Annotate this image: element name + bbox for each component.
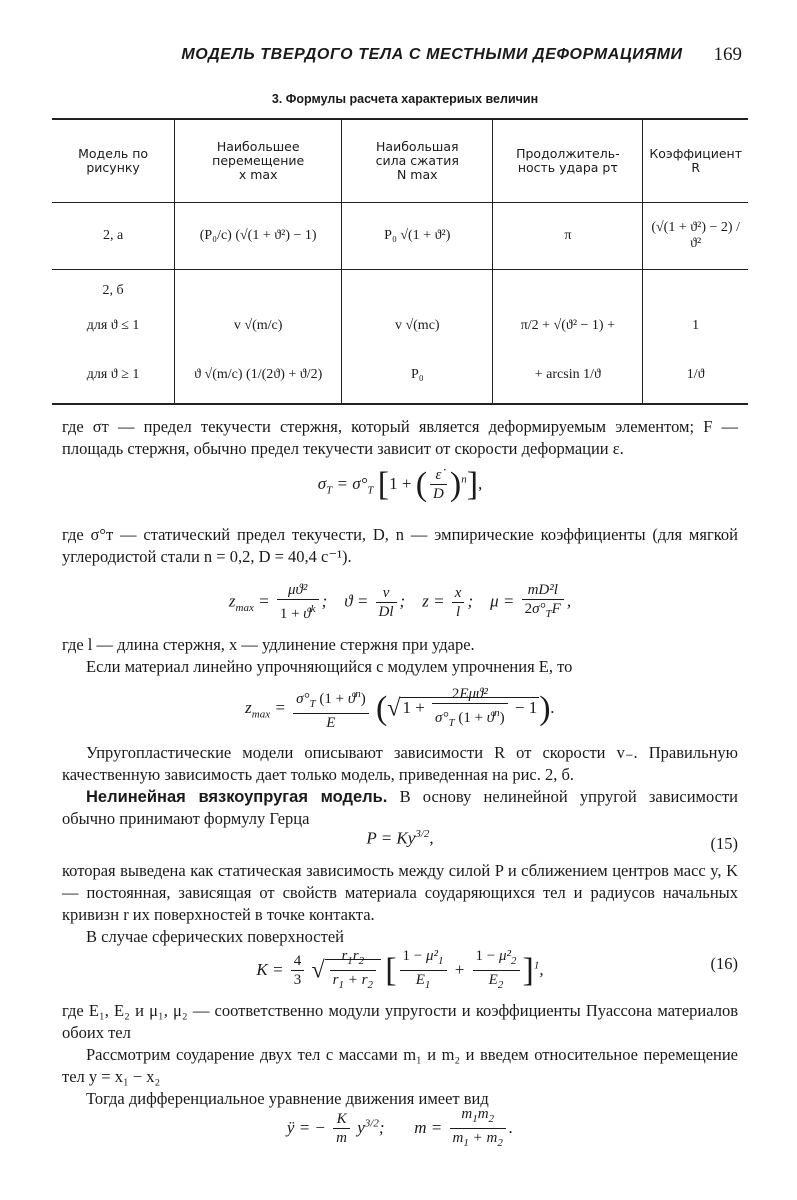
- cell-nmax: v √(mc): [342, 305, 493, 347]
- equation-number-15: (15): [710, 834, 738, 853]
- column-header-model: Модель по рисунку: [52, 119, 175, 203]
- paragraph-viscoelastic: Упругопластические модели описывают зависимости R от скорости v₋. Правильную качественную зависимость дает только модель, приведенная на рис. 2, б. Нелинейная вязкоупругая модель. В основу нелинейной упругой зависимости обычно принимают формулу Герца: [62, 743, 738, 828]
- table-caption: 3. Формулы расчета характериых величин: [271, 92, 539, 106]
- column-header-duration: Продолжитель- ность удара pτ: [493, 119, 643, 203]
- cell-nmax: P₀: [342, 347, 493, 404]
- section-heading: Нелинейная вязкоупругая модель.: [86, 788, 388, 806]
- cell-duration: + arcsin 1/ϑ: [493, 347, 643, 404]
- formula-table: [52, 118, 748, 405]
- cell-coefficient: 1/ϑ: [643, 347, 748, 404]
- formula-spherical-k: K = $\frac{4}{3}$ √ $\frac{r_1r_2}{r_1 + r_2}$ [ $\frac{1 - \mu^2_1}{E_1}$ + $\frac{1 - \mu^2_2}{E_2}$ ]$^1$, (16): [256, 948, 738, 991]
- cell-xmax: v √(m/c): [175, 305, 342, 347]
- paragraph-hertz-derivation: которая выведена как статическая зависимость между силой P и сближением центров масс y, K — постоянная, зависящая от свойств материала соударяющихся тел и радиусов начальных кривизн r их поверхностей в точке контакта. В случае сферических поверхностей: [62, 861, 738, 946]
- cell-model: 2, а: [52, 203, 175, 270]
- column-header-xmax: Наибольшее перемещение x max: [175, 119, 342, 203]
- cell-duration: π/2 + √(ϑ² − 1) +: [493, 305, 643, 347]
- cell-coefficient: [643, 270, 748, 306]
- cell-nmax: P₀ √(1 + ϑ²): [342, 203, 493, 270]
- formula-hertz: $P = Ky^{3/2}$, (15): [366, 828, 738, 853]
- cell-duration: π: [493, 203, 643, 270]
- table-row: [52, 203, 748, 270]
- paragraph-elastic-moduli: где E₁, E₂ и μ₁, μ₂ — соответственно модули упругости и коэффициенты Пуассона материалов обоих тел Рассмотрим соударение двух тел с массами m₁ и m₂ и введем относительное перемещение тел y = x₁ − x₂ Тогда дифференциальное уравнение движения имеет вид: [62, 1001, 738, 1108]
- cell-nmax: [342, 270, 493, 306]
- paragraph-yield-stress: где σт — предел текучести стержня, который является деформируемым элементом; F — площадь стержня, обычно предел текучести зависит от скорости деформации ε.: [62, 417, 738, 458]
- paragraph-rod-length: где l — длина стержня, x — удлинение стержня при ударе. Если материал линейно упрочняющийся с модулем упрочнения E, то: [62, 635, 573, 676]
- table-row: [52, 347, 748, 404]
- cell-model: 2, б: [102, 283, 124, 298]
- page-number: 169: [713, 44, 742, 65]
- cell-coefficient: (√(1 + ϑ²) − 2) / ϑ²: [643, 203, 748, 270]
- column-header-coefficient: Коэффициент R: [643, 119, 748, 203]
- cell-duration: [493, 270, 643, 306]
- table-header-row: [52, 119, 748, 203]
- equation-number-16: (16): [710, 954, 738, 973]
- cell-xmax: (P₀/c) (√(1 + ϑ²) − 1): [175, 203, 342, 270]
- table-row: [52, 305, 748, 347]
- formula-dynamic-yield: $\sigma_T = \sigma^\circ_T$ [1 + ( $\frac{\varepsiloṅ}{D}$ )$^n$],: [317, 466, 483, 503]
- formula-motion: ÿ = − $\frac{K}{m}$ $y^{3/2}$; m = $\frac{m_1m_2}{m_1 + m_2}$ .: [286, 1106, 514, 1149]
- cell-xmax: [175, 270, 342, 306]
- paragraph-static-yield: где σ°т — статический предел текучести, D, n — эмпирические коэффициенты (для мягкой углеродистой стали n = 0,2, D = 40,4 с⁻¹).: [62, 525, 738, 566]
- running-title: МОДЕЛЬ ТВЕРДОГО ТЕЛА С МЕСТНЫМИ ДЕФОРМАЦИЯМИ: [181, 46, 683, 63]
- cell-xmax: ϑ √(m/c) (1/(2ϑ) + ϑ/2): [175, 347, 342, 404]
- table-row: [52, 270, 748, 306]
- column-header-nmax: Наибольшая сила сжатия N max: [342, 119, 493, 203]
- page-header: [60, 46, 750, 76]
- cell-model: для ϑ ≤ 1: [86, 318, 140, 333]
- formula-zmax: $z_{max}$ = $\frac{\text{μϑ²}}{1 + ϑ^k}$ ; ϑ = $\frac{v}{Dl}$ ; z = $\frac{x}{l}$ ; μ = $\frac{\text{mD²l}}{2\sigma^\circ_TF}$ ,: [228, 582, 572, 622]
- cell-model: для ϑ ≥ 1: [52, 347, 175, 404]
- cell-coefficient: 1: [643, 305, 748, 347]
- formula-hardening: $z_{max}$ = $\frac{\sigma^\circ_T (1 + ϑ^n)}{E}$ (√ 1 + $\frac{\text{2Eμϑ²}}{\sigma^\circ_T (1 + ϑ^n)}$ − 1).: [245, 686, 555, 731]
